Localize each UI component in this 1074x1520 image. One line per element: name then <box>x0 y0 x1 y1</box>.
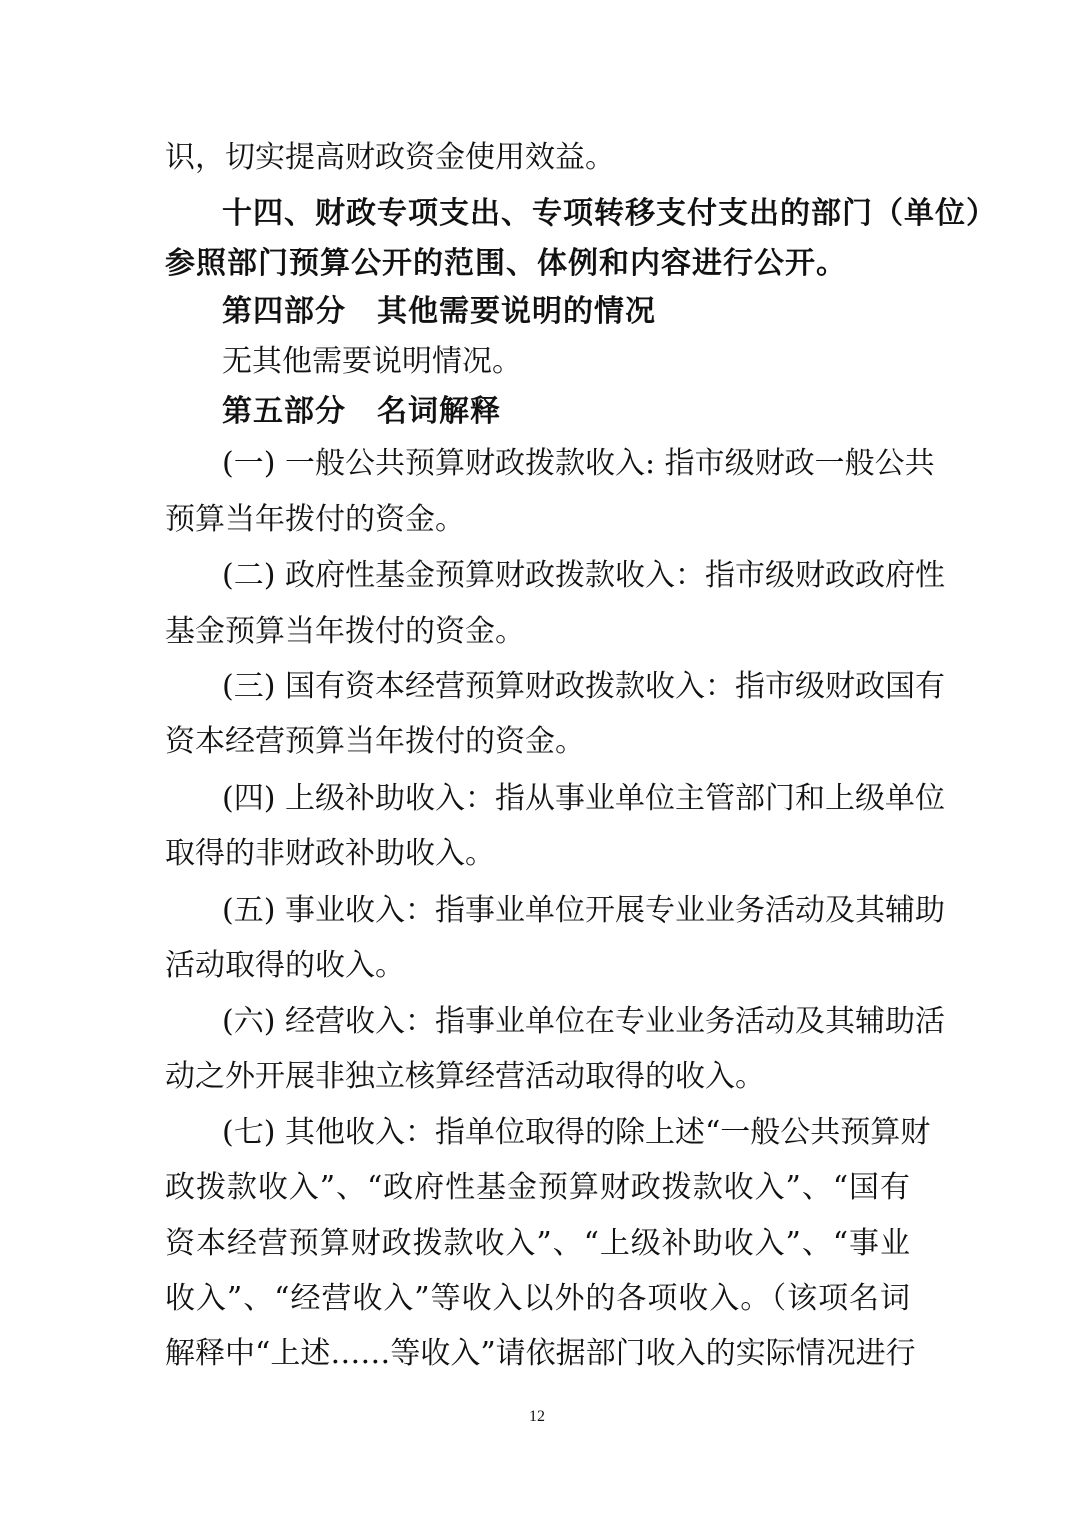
definition-line: (七) 其他收入：指单位取得的除上述“一般公共预算财 <box>222 1115 931 1150</box>
definition-line: (四) 上级补助收入：指从事业单位主管部门和上级单位 <box>222 781 945 816</box>
definition-line: 资本经营预算当年拨付的资金。 <box>165 724 585 759</box>
definition-line: 取得的非财政补助收入。 <box>165 836 495 871</box>
definition-line: 政拨款收入”、“政府性基金预算财政拨款收入”、“国有 <box>165 1170 910 1205</box>
definition-line: 活动取得的收入。 <box>165 948 405 983</box>
definition-line: (一) 一般公共预算财政拨款收入: 指市级财政一般公共 <box>222 446 935 481</box>
text-line: 识，切实提高财政资金使用效益。 <box>165 140 615 175</box>
definition-line: (五) 事业收入：指事业单位开展专业业务活动及其辅助 <box>222 893 945 928</box>
definition-line: (六) 经营收入：指事业单位在专业业务活动及其辅助活 <box>222 1004 945 1039</box>
definition-line: 动之外开展非独立核算经营活动取得的收入。 <box>165 1059 765 1094</box>
page-number: 12 <box>529 1408 545 1425</box>
definition-line: 预算当年拨付的资金。 <box>165 502 465 537</box>
definition-line: (三) 国有资本经营预算财政拨款收入：指市级财政国有 <box>222 669 945 704</box>
part-heading: 第五部分 名词解释 <box>222 394 501 429</box>
definition-line: 解释中“上述……等收入”请依据部门收入的实际情况进行 <box>165 1336 916 1371</box>
definition-line: (二) 政府性基金预算财政拨款收入：指市级财政政府性 <box>222 558 945 593</box>
part-heading: 第四部分 其他需要说明的情况 <box>222 294 656 329</box>
definition-line: 资本经营预算财政拨款收入”、“上级补助收入”、“事业 <box>165 1226 910 1261</box>
section-heading: 十四、财政专项支出、专项转移支付支出的部门（单位） <box>222 196 997 231</box>
text-line: 无其他需要说明情况。 <box>222 344 522 379</box>
definition-line: 收入”、“经营收入”等收入以外的各项收入。（该项名词 <box>165 1281 910 1316</box>
section-heading-continued: 参照部门预算公开的范围、体例和内容进行公开。 <box>165 246 847 281</box>
definition-line: 基金预算当年拨付的资金。 <box>165 614 525 649</box>
